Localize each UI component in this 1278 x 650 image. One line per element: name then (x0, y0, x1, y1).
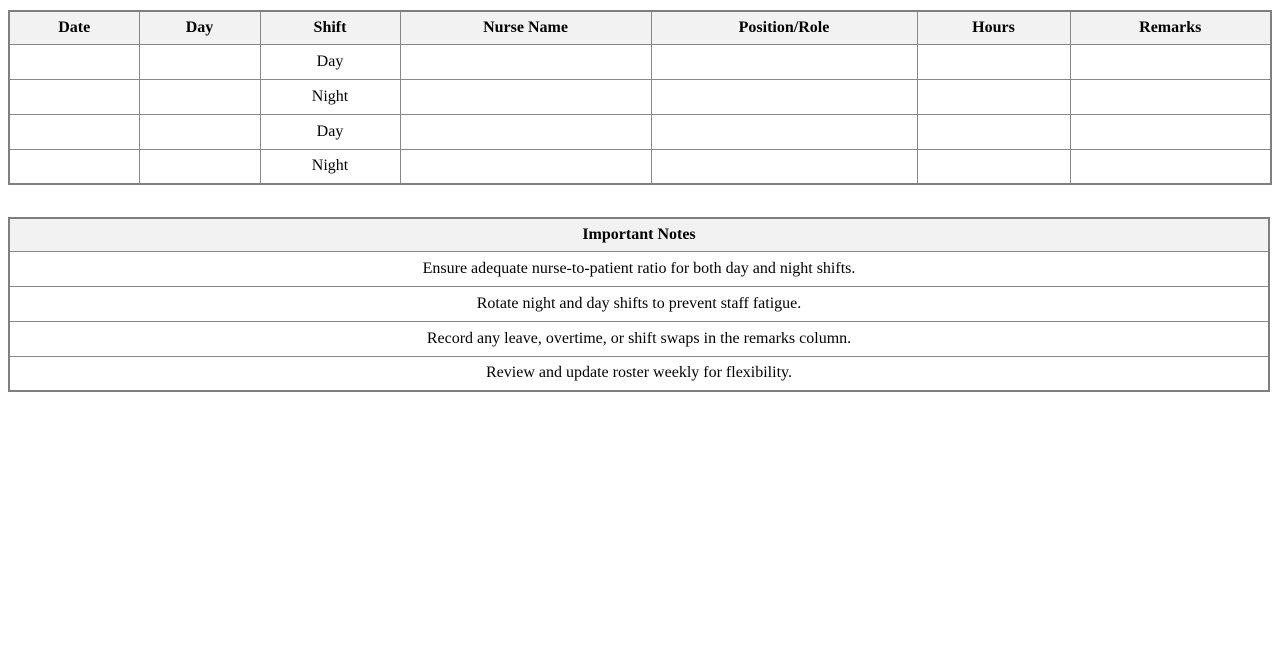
nurse-cell (400, 114, 651, 149)
position-cell (651, 79, 917, 114)
hours-cell (917, 44, 1070, 79)
note-row (9, 356, 1269, 391)
day-cell (139, 79, 260, 114)
shift-cell: Day (260, 114, 400, 149)
remarks-cell (1070, 79, 1271, 114)
remarks-cell (1070, 149, 1271, 184)
roster-row (9, 114, 1271, 149)
nurse-cell (400, 149, 651, 184)
remarks-cell (1070, 44, 1271, 79)
shift-cell: Night (260, 149, 400, 184)
date-cell (9, 79, 139, 114)
roster-table (8, 10, 1272, 185)
note-cell: Rotate night and day shifts to prevent staff fatigue. (9, 286, 1269, 321)
note-row (9, 251, 1269, 286)
position-cell (651, 44, 917, 79)
hours-cell (917, 79, 1070, 114)
nurse-cell (400, 79, 651, 114)
hours-cell (917, 114, 1070, 149)
date-cell (9, 149, 139, 184)
day-cell (139, 114, 260, 149)
notes-header-row (9, 218, 1269, 251)
position-cell (651, 149, 917, 184)
date-cell (9, 114, 139, 149)
day-cell (139, 149, 260, 184)
notes-title: Important Notes (9, 218, 1269, 251)
note-cell: Ensure adequate nurse-to-patient ratio for both day and night shifts. (9, 251, 1269, 286)
note-cell: Review and update roster weekly for flexibility. (9, 356, 1269, 391)
note-row (9, 321, 1269, 356)
day-cell (139, 44, 260, 79)
note-row (9, 286, 1269, 321)
hours-cell (917, 149, 1070, 184)
important-notes-table (8, 217, 1270, 392)
column-header-nurse: Nurse Name (400, 11, 651, 44)
roster-row (9, 79, 1271, 114)
nurse-cell (400, 44, 651, 79)
roster-row (9, 149, 1271, 184)
column-header-shift: Shift (260, 11, 400, 44)
column-header-position: Position/Role (651, 11, 917, 44)
remarks-cell (1070, 114, 1271, 149)
column-header-date: Date (9, 11, 139, 44)
date-cell (9, 44, 139, 79)
position-cell (651, 114, 917, 149)
column-header-day: Day (139, 11, 260, 44)
shift-cell: Day (260, 44, 400, 79)
roster-header-row (9, 11, 1271, 44)
shift-cell: Night (260, 79, 400, 114)
column-header-hours: Hours (917, 11, 1070, 44)
note-cell: Record any leave, overtime, or shift swaps in the remarks column. (9, 321, 1269, 356)
column-header-remarks: Remarks (1070, 11, 1271, 44)
roster-row (9, 44, 1271, 79)
